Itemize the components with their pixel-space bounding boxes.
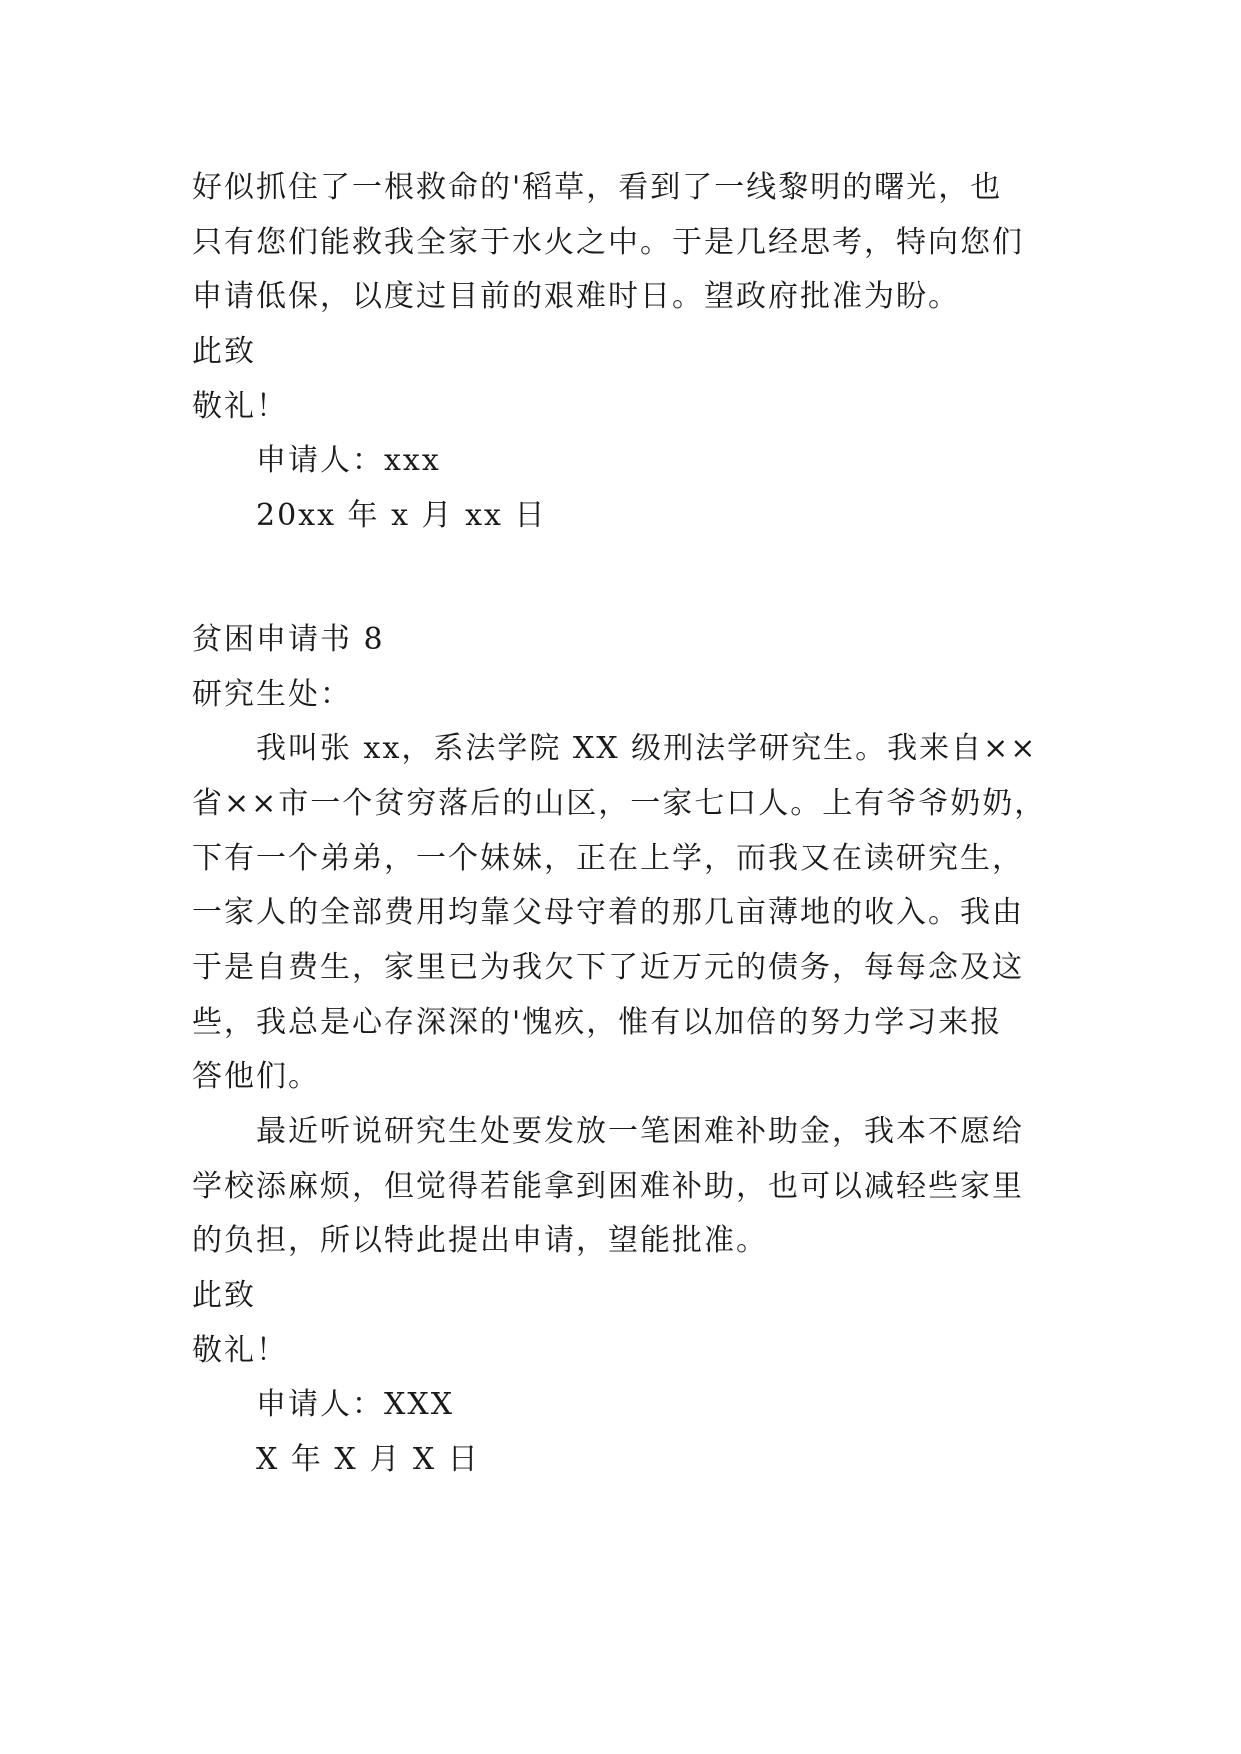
closing-line: 此致	[192, 1278, 256, 1313]
body-line: 我叫张 xx，系法学院 XX 级刑法学研究生。我来自××	[256, 731, 1038, 766]
closing-line: 敬礼！	[192, 389, 288, 424]
body-line: 于是自费生，家里已为我欠下了近万元的债务，每每念及这	[192, 950, 1024, 985]
applicant-line: 申请人：XXX	[256, 1387, 455, 1422]
body-line: 最近听说研究生处要发放一笔困难补助金，我本不愿给	[256, 1114, 1024, 1149]
date-line: 20xx 年 x 月 xx 日	[256, 498, 547, 533]
body-line: 学校添麻烦，但觉得若能拿到困难补助，也可以减轻些家里	[192, 1169, 1024, 1204]
body-line: 答他们。	[192, 1059, 320, 1094]
body-line: 一家人的全部费用均靠父母守着的那几亩薄地的收入。我由	[192, 895, 1024, 930]
body-line: 下有一个弟弟，一个妹妹，正在上学，而我又在读研究生，	[192, 841, 1024, 876]
date-line: X 年 X 月 X 日	[256, 1442, 480, 1477]
body-line: 只有您们能救我全家于水火之中。于是几经思考，特向您们	[192, 225, 1024, 260]
body-line: 好似抓住了一根救命的'稻草，看到了一线黎明的曙光，也	[192, 170, 1003, 205]
closing-line: 此致	[192, 334, 256, 369]
closing-line: 敬礼！	[192, 1333, 288, 1368]
letter-title: 贫困申请书 8	[192, 622, 385, 657]
body-line: 些，我总是心存深深的'愧疚，惟有以加倍的努力学习来报	[192, 1005, 1003, 1040]
body-line: 的负担，所以特此提出申请，望能批准。	[192, 1223, 768, 1258]
body-line: 省××市一个贫穷落后的山区，一家七口人。上有爷爷奶奶，	[192, 786, 1047, 821]
applicant-line: 申请人：xxx	[256, 443, 441, 478]
salutation: 研究生处：	[192, 677, 352, 712]
body-line: 申请低保，以度过目前的艰难时日。望政府批准为盼。	[192, 279, 960, 314]
